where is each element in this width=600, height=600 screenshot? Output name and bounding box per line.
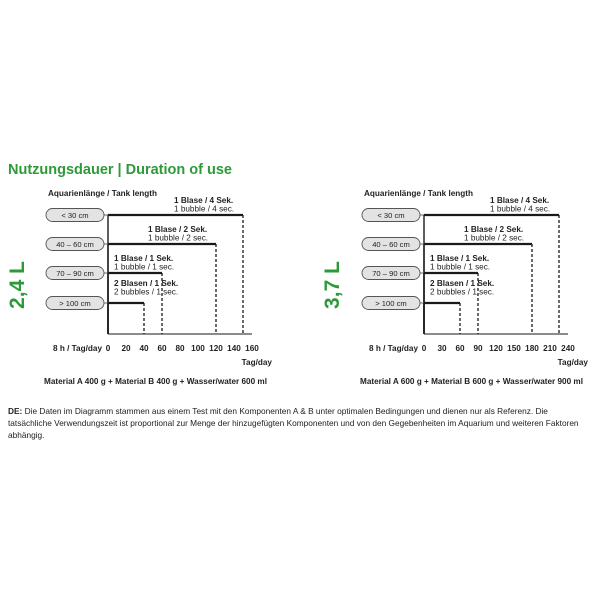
category-label: < 30 cm [61,211,89,221]
rate-label-en: 2 bubbles / 1 sec. [430,287,495,297]
disclaimer-body: Die Daten im Diagramm stammen aus einem Test mit den Komponenten A & B unter optimalen Bedingungen und dienen nur als Referenz. Die tatsächliche Verwendungszeit ist proportional zur Menge der hinzugefügten Komponenten und von den Gegebenheiten im Aquarium und weiteren Faktoren abhängig. [8,406,579,441]
material-footnote: Material A 600 g + Material B 600 g + Wasser/water 900 ml [360,377,583,386]
category-label: 40 – 60 cm [372,240,410,250]
rate-label-de: 1 Blase / 1 Sek. [114,254,174,263]
x-axis-label: Tag/day [557,358,588,367]
x-tick-label: 30 [437,344,447,353]
section-heading: Nutzungsdauer | Duration of use [8,162,232,178]
rate-label-en: 1 bubble / 2 sec. [464,233,525,243]
rate-label-de: 1 Blase / 2 Sek. [464,225,524,234]
category-label: > 100 cm [375,299,407,309]
rate-label-de: 1 Blase / 4 Sek. [490,196,550,205]
x-tick-label: 80 [175,344,185,353]
rate-label-de: 1 Blase / 4 Sek. [174,196,234,205]
category-label: 40 – 60 cm [56,240,94,250]
x-tick-label: 210 [543,344,557,353]
rate-label-en: 1 bubble / 4 sec. [490,204,551,214]
chart-title: 2,4 L [6,261,29,309]
x-tick-label: 120 [209,344,223,353]
x-tick-label: 60 [157,344,167,353]
x-tick-label: 40 [139,344,149,353]
rate-label-de: 1 Blase / 2 Sek. [148,225,208,234]
y-axis-label: Aquarienlänge / Tank length [48,189,158,198]
x-tick-label: 180 [525,344,539,353]
x-axis-prefix: 8 h / Tag/day [369,344,418,353]
x-tick-label: 60 [455,344,465,353]
category-label: 70 – 90 cm [56,269,94,279]
category-label: > 100 cm [59,299,91,309]
x-tick-label: 100 [191,344,205,353]
x-tick-label: 20 [121,344,131,353]
rate-label-de: 1 Blase / 1 Sek. [430,254,490,263]
disclaimer-lang: DE: [8,406,23,416]
disclaimer-text [8,405,594,442]
category-label: < 30 cm [377,211,405,221]
x-tick-label: 120 [489,344,503,353]
material-footnote: Material A 400 g + Material B 400 g + Wasser/water 600 ml [44,377,267,386]
rate-label-en: 1 bubble / 4 sec. [174,204,235,214]
y-axis-label: Aquarienlänge / Tank length [364,189,474,198]
x-axis-prefix: 8 h / Tag/day [53,344,102,353]
rate-label-en: 1 bubble / 1 sec. [430,262,491,272]
x-tick-label: 90 [473,344,483,353]
rate-label-en: 1 bubble / 2 sec. [148,233,209,243]
chart-title: 3,7 L [321,261,344,309]
x-axis-label: Tag/day [241,358,272,367]
x-tick-label: 240 [561,344,575,353]
rate-label-en: 1 bubble / 1 sec. [114,262,175,272]
rate-label-de: 2 Blasen / 1 Sek. [430,279,495,288]
x-tick-label: 150 [507,344,521,353]
rate-label-de: 2 Blasen / 1 Sek. [114,279,179,288]
x-tick-label: 140 [227,344,241,353]
rate-label-en: 2 bubbles / 1 sec. [114,287,179,297]
category-label: 70 – 90 cm [372,269,410,279]
x-tick-label: 160 [245,344,259,353]
x-tick-label: 0 [421,344,427,353]
x-tick-label: 0 [105,344,111,353]
